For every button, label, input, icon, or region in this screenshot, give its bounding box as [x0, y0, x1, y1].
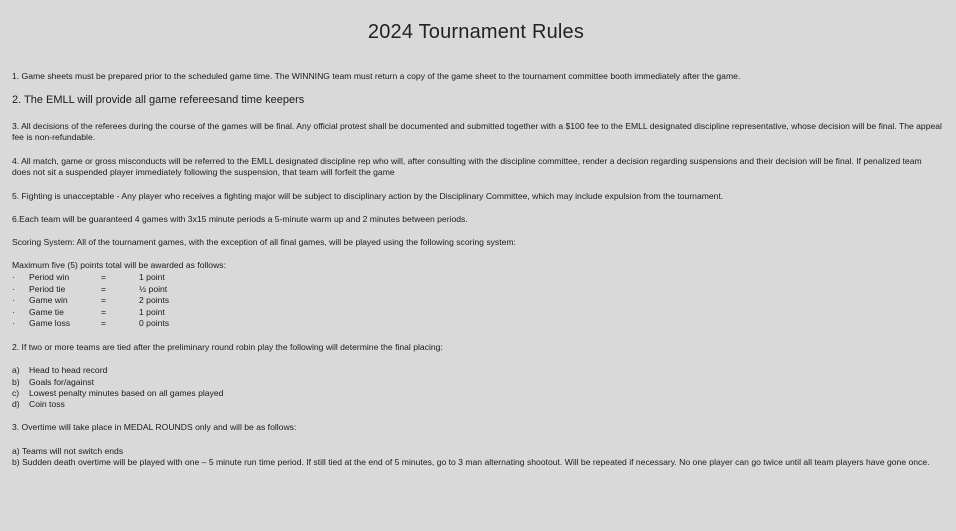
scoring-max: Maximum five (5) points total will be awarded as follows: — [12, 260, 226, 270]
overtime-heading: 3. Overtime will take place in MEDAL ROUNDS only and will be as follows: — [12, 422, 297, 432]
page-title: 2024 Tournament Rules — [367, 21, 585, 43]
scoring-row — [12, 318, 312, 330]
item-text: Head to head record — [29, 365, 108, 375]
rule-6: 6.Each team will be guaranteed 4 games with 3x15 minute periods a 5-minute warm up and 2 minutes between periods. — [12, 214, 468, 224]
scoring-row — [12, 307, 312, 319]
scoring-label: Game win — [29, 295, 68, 305]
item-text: Lowest penalty minutes based on all games played — [29, 387, 224, 398]
scoring-label: Game loss — [29, 318, 71, 328]
scoring-intro: Scoring System: All of the tournament games, with the exception of all final games, will be played using the following scoring system: — [12, 237, 516, 247]
equals-sign: = — [101, 283, 107, 294]
scoring-row — [12, 284, 312, 296]
item-letter: c) — [12, 387, 20, 398]
item-text: Coin toss — [29, 399, 65, 409]
item-letter: b) — [12, 376, 20, 387]
item-letter: d) — [12, 399, 20, 409]
scoring-label: Period tie — [29, 283, 66, 294]
rule-3: 3. All decisions of the referees during the course of the games will be final. Any official protest shall be documented and submitted together with a $100 fee to the EMLL designated discipline representative, whose decision will be final. The appeal fee is non-refundable. — [12, 121, 942, 143]
rule-4: 4. All match, game or gross misconducts will be referred to the EMLL designated discipline rep who will, after consulting with the discipline committee, render a decision regarding suspensions and their decision will be final. If penalized team does not sit a suspended player immediately following the suspension, that team will forfeit the game — [12, 156, 922, 178]
rule-2: 2. The EMLL will provide all game refereesand time keepers — [12, 94, 305, 106]
scoring-label: Period win — [29, 272, 70, 282]
scoring-value: 0 points — [139, 318, 170, 328]
bullet: · — [12, 318, 15, 328]
equals-sign: = — [101, 318, 107, 328]
overtime-item-a: a) Teams will not switch ends — [12, 446, 124, 456]
bullet: · — [12, 295, 15, 305]
rule-5: 5. Fighting is unacceptable - Any player who receives a fighting major will be subject to disciplinary action by the Disciplinary Committee, which may include expulsion from the tournament. — [12, 191, 724, 201]
tiebreak-heading: 2. If two or more teams are tied after the preliminary round robin play the following will determine the final placing: — [12, 342, 443, 352]
bullet: · — [12, 272, 15, 282]
scoring-value: 1 point — [139, 272, 165, 282]
scoring-row — [12, 272, 312, 284]
scoring-value: 2 points — [139, 295, 170, 305]
rule-1: 1. Game sheets must be prepared prior to the scheduled game time. The WINNING team must return a copy of the game sheet to the tournament committee booth immediately after the game. — [12, 71, 741, 81]
equals-sign: = — [101, 295, 107, 305]
bullet: · — [12, 283, 15, 294]
equals-sign: = — [101, 272, 107, 282]
bullet: · — [12, 306, 15, 317]
scoring-value: ½ point — [139, 283, 168, 294]
item-text: Goals for/against — [29, 376, 94, 387]
overtime-item-b: b) Sudden death overtime will be played with one – 5 minute run time period. If still tied at the end of 5 minutes, go to 3 man alternating shootout. Will be repeated if necessary. No one player can go twice until all team players have gone once. — [12, 457, 930, 467]
scoring-value: 1 point — [139, 306, 165, 317]
item-letter: a) — [12, 365, 20, 375]
equals-sign: = — [101, 306, 107, 317]
scoring-label: Game tie — [29, 306, 64, 317]
scoring-row — [12, 295, 312, 307]
